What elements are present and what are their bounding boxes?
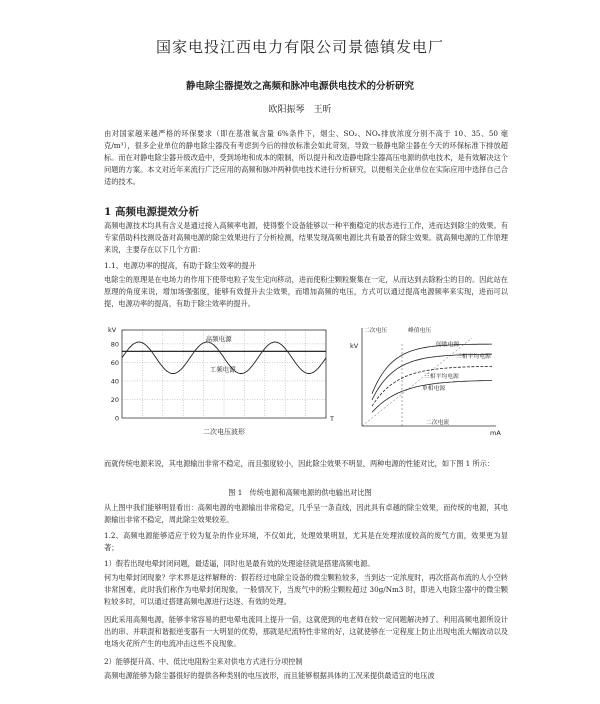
page-title: 国家电投江西电力有限公司景德镇发电厂 xyxy=(155,38,444,56)
label-intermittent: 间歇电源 xyxy=(436,342,460,348)
y-axis-unit: kV xyxy=(350,342,359,350)
label-three-phase-a: 三相平均电源 xyxy=(456,354,491,360)
subsection-heading-1-1: 1.1、电源功率的提高，有助于除尘效率的提升 xyxy=(104,261,257,270)
label-single-phase: 单相电源 xyxy=(422,386,446,392)
label-secondary-voltage: 二次电压 xyxy=(364,328,388,334)
paragraph-1: 高频电源技术均具有含义是通过接入高频率电源，使得整个设备能够以一种平衡稳定的状态进行工作，进而达到除尘的效果。有专家借助科技测设备对高频电源的除尘效果进行了分析检测，结果发现高频电源比共有最普的除尘效果。就高频电源的工作原理来说，主要存在以下几个方面： xyxy=(104,221,508,254)
label-high-frequency: 高频电源 xyxy=(205,335,232,344)
paper-subtitle: 静电除尘器提效之高频和脉冲电源供电技术的分析研究 xyxy=(185,81,414,92)
paragraph-4: 从上图中我们能够明显看出：高频电源的电源输出非常稳定，几乎呈一条直线，因此具有卓越的除尘效果，而传统的电源，其电源输出非常不稳定，周此除尘效果较差。 xyxy=(104,503,508,524)
x-axis-label: 二次电压波形 xyxy=(203,428,245,436)
x-axis-unit: mA xyxy=(490,429,501,437)
paragraph-8: 因此采用高频电源，能够非常容易的把电晕电流同上提升一倍，这就使到的电老师在较一定问题解决掉了。利用高频电源所设计出的串、并联混和谐振逆变器有一大明显的优势，那就是纪流特性非常的好，这就使够在一定程度上防止出现电流大幅波动以及电场火花所产生的电流冲击这些不良现象。 xyxy=(104,615,508,648)
figure-1 xyxy=(104,322,508,440)
figure-caption: 图 1 传统电源和高频电源的供电输出对比图 xyxy=(228,488,372,497)
paragraph-2: 电除尘的原理是在电场力的作用下使带电粒子发生定向移动，进而使粉尘颗粒聚集在一定，从而达到去除粉尘的目的。因此站在原理的角度来说，增加场强强度，能够有效提升去尘效果，而增加高频的电压，方式可以通过提高电源频率来实现，进而可以提，电源功率的提高，有助于除尘效率的提升。 xyxy=(104,275,508,308)
paragraph-6: 1）假若出现电晕封闭问题，最适逼，同时也是最有效的处理途径就是搭建高频电源。 xyxy=(104,559,375,568)
y-tick-label: 80 xyxy=(110,340,119,349)
label-power-frequency: 工频电源 xyxy=(209,365,236,374)
y-tick-label: 60 xyxy=(110,358,119,367)
label-peak-voltage: 峰值电压 xyxy=(408,328,432,334)
paragraph-9: 2）能够提升高、中、低比电阻粉尘来对供电方式进行分项控制 xyxy=(104,657,303,666)
label-secondary-current: 二次电流 xyxy=(426,420,450,426)
x-axis-end-label: T xyxy=(330,415,334,423)
label-three-phase-b: 三相平均电源 xyxy=(424,374,459,380)
y-tick-label: 0 xyxy=(114,414,119,423)
paragraph-7: 何为电晕封闭现象？学术界是这样解释的：假若经过电除尘设备的微尘颗粒较多，当到达一定浓度时，再次搭高布流的人小空转非常困难，此时我们称作为电晕封闭现象，一般情况下，当废气中的粉尘颗粒超过 30g/Nm3 时，即进入电除尘器中的微尘颗粒较多时，可以通过搭建高频电源进行达逐、有效的处理。 xyxy=(104,573,508,606)
paragraph-10: 高频电源能够为除尘器很好的提供各种类别的电压波形，而且能够根据具体的工况来提供最适宜的电压波 xyxy=(104,671,435,680)
chart-voltage-waveform xyxy=(104,322,336,440)
paragraph-3: 而就传统电源来说，其电源输出非常不稳定，而且强度较小，因此除尘效果不明显，两种电源的性能对比，如下图 1 所示： xyxy=(104,459,495,468)
y-tick-label: 40 xyxy=(110,377,119,386)
y-tick-label: 20 xyxy=(110,395,119,404)
section-heading-1: 1 高频电源提效分析 xyxy=(104,206,199,218)
intro-paragraph: 由对国家越来越严格的环保要求（即在基准氧含量 6%条件下，烟尘、SO₂、NOₓ排放浓度分别不高于 10、35、50 毫克/m³），很多企业单位的静电除尘器没有考虑到今后的排放标准会如此苛刻，导致一般静电除尘器在今天的环保标准下排放超标。而在对静电除尘器升级改造中，受到场地和成本的限制，所以提升和改造静电除尘器高压电源的供电技术，是有效解决这个问题的方案。本文对近年来流行广泛应用的高频和脉冲两种供电技术进行分析研究，以便相关企业单位在实际应用中选择自己合适的技术。 xyxy=(104,129,508,186)
chart-volt-ampere xyxy=(348,322,508,440)
y-axis-unit: kV xyxy=(108,326,117,334)
paragraph-5: 1.2、高频电源能够适应于较为复杂的作业环境，不仅如此，处理效果明显，尤其是在处理浓度较高的废气方面，效果更为显著； xyxy=(104,531,508,552)
authors: 欧阳振琴 王昕 xyxy=(268,105,332,115)
